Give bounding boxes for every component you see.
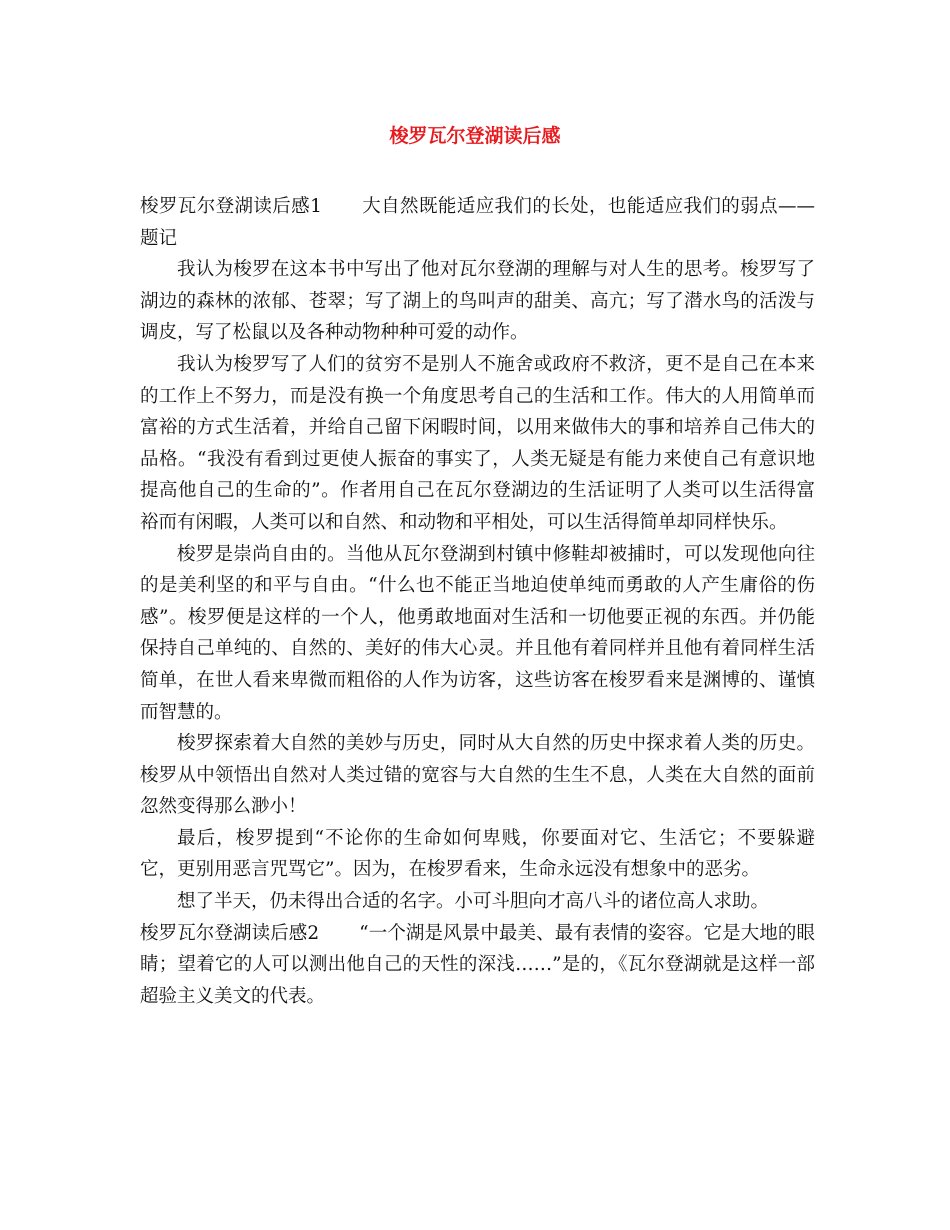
paragraph-6: 想了半天，仍未得出合适的名字。小可斗胆向才高八斗的诸位高人求助。 [177,891,770,913]
paragraph-1: 我认为梭罗在这本书中写出了他对瓦尔登湖的理解与对人生的思考。梭罗写了湖边的森林的浓郁、苍翠；写了湖上的鸟叫声的甜美、高亢；写了潜水鸟的活泼与调皮，写了松鼠以及各种动物种种可爱的动作。 [140,259,815,344]
paragraph-4: 梭罗探索着大自然的美妙与历史，同时从大自然的历史中探求着人类的历史。梭罗从中领悟出自然对人类过错的宽容与大自然的生生不息，人类在大自然的面前忽然变得那么渺小！ [140,733,815,818]
section-1-intro [140,191,815,254]
paragraph-2: 我认为梭罗写了人们的贫穷不是别人不施舍或政府不救济，更不是自己在本来的工作上不努力，而是没有换一个角度思考自己的生活和工作。伟大的人用简单而富裕的方式生活着，并给自己留下闲暇时间，以用来做伟大的事和培养自己伟大的品格。“我没有看到过更使人振奋的事实了，人类无疑是有能力来使自己有意识地提高他自己的生命的”。作者用自己在瓦尔登湖边的生活证明了人类可以生活得富裕而有闲暇，人类可以和自然、和动物和平相处，可以生活得简单却同样快乐。 [140,353,815,533]
document-title: 梭罗瓦尔登湖读后感 [389,125,561,147]
paragraph-3: 梭罗是崇尚自由的。当他从瓦尔登湖到村镇中修鞋却被捕时，可以发现他向往的是美利坚的和平与自由。“什么也不能正当地迫使单纯而勇敢的人产生庸俗的伤感”。梭罗便是这样的一个人，他勇敢地面对生活和一切他要正视的东西。并仍能保持自己单纯的、自然的、美好的伟大心灵。并且他有着同样并且他有着同样生活简单，在世人看来卑微而粗俗的人作为访客，这些访客在梭罗看来是渊博的、谨慎而智慧的。 [140,543,815,723]
document-body [140,191,815,1012]
section-2-heading: 梭罗瓦尔登湖读后感2 [140,922,320,944]
section-2-intro [140,918,815,1013]
section-1-lead: 大自然既能适应我们的长处，也能适应我们的弱点——题记 [140,196,815,249]
section-1-heading: 梭罗瓦尔登湖读后感1 [140,196,322,217]
paragraph-5: 最后，梭罗提到“不论你的生命如何卑贱，你要面对它、生活它；不要躲避它，更别用恶言咒骂它”。因为，在梭罗看来，生命永远没有想象中的恶劣。 [140,827,815,881]
section-2-lead: “一个湖是风景中最美、最有表情的姿容。它是大地的眼睛；望着它的人可以测出他自己的天性的深浅……”是的，《瓦尔登湖就是这样一部超验主义美文的代表。 [140,922,815,1007]
